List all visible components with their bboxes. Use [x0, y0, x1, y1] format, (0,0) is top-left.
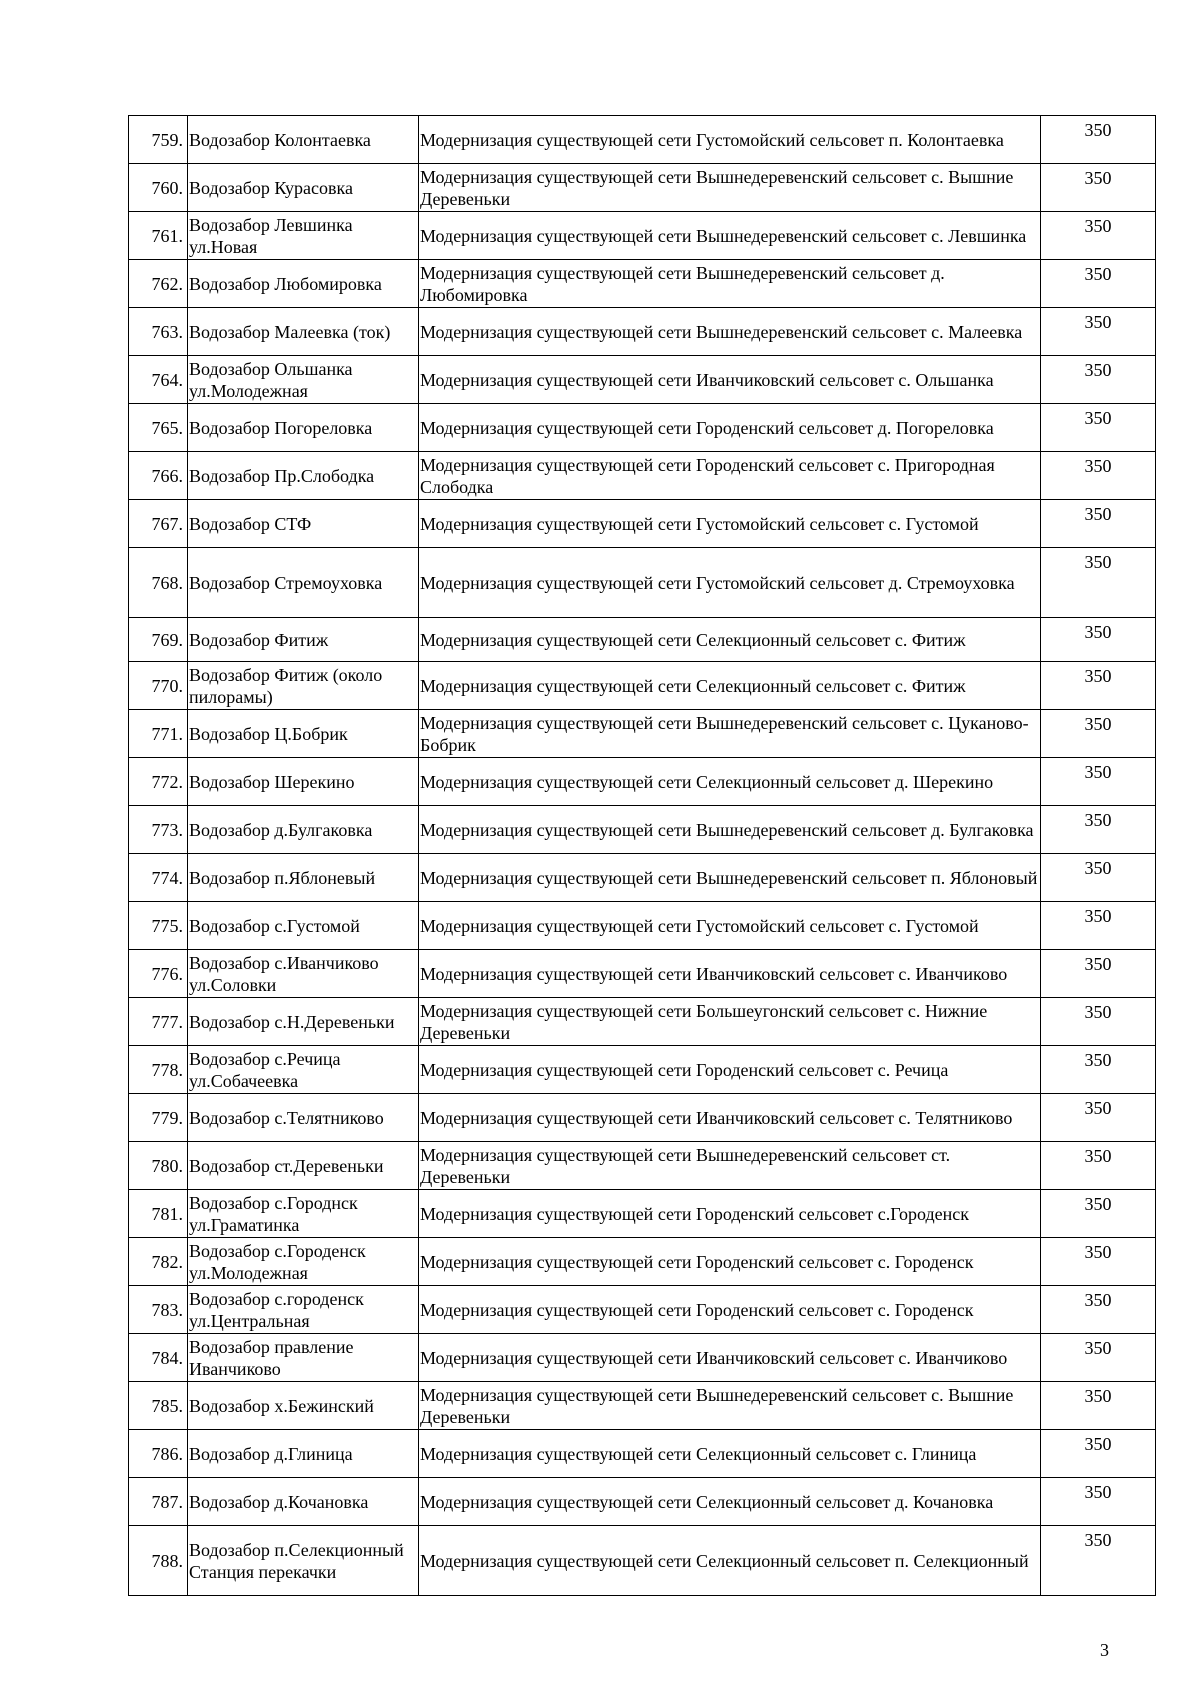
row-number-cell: 774. [129, 854, 188, 902]
intake-name-cell: Водозабор с.городенск ул.Центральная [188, 1286, 419, 1334]
row-number-cell: 788. [129, 1526, 188, 1596]
intake-name-cell: Водозабор д.Булгаковка [188, 806, 419, 854]
work-description-cell: Модернизация существующей сети Иванчиковский сельсовет с. Телятниково [419, 1094, 1041, 1142]
intake-name-cell: Водозабор д.Кочановка [188, 1478, 419, 1526]
intake-name-cell: Водозабор Колонтаевка [188, 116, 419, 164]
row-number-cell: 764. [129, 356, 188, 404]
row-number-cell: 780. [129, 1142, 188, 1190]
intake-name-cell: Водозабор СТФ [188, 500, 419, 548]
row-number-cell: 760. [129, 164, 188, 212]
row-number-cell: 782. [129, 1238, 188, 1286]
amount-cell: 350 [1041, 1094, 1156, 1142]
work-description-cell: Модернизация существующей сети Вышнедеревенский сельсовет п. Яблоновый [419, 854, 1041, 902]
intake-name-cell: Водозабор Погореловка [188, 404, 419, 452]
intake-name-cell: Водозабор с.Городенск ул.Молодежная [188, 1238, 419, 1286]
work-description-cell: Модернизация существующей сети Городенский сельсовет с. Пригородная Слободка [419, 452, 1041, 500]
amount-cell: 350 [1041, 998, 1156, 1046]
work-description-cell: Модернизация существующей сети Иванчиковский сельсовет с. Ольшанка [419, 356, 1041, 404]
intake-name-cell: Водозабор х.Бежинский [188, 1382, 419, 1430]
work-description-cell: Модернизация существующей сети Густомойский сельсовет с. Густомой [419, 902, 1041, 950]
table-row [129, 758, 1156, 806]
intake-name-cell: Водозабор п.Яблоневый [188, 854, 419, 902]
amount-cell: 350 [1041, 1478, 1156, 1526]
table-row [129, 548, 1156, 618]
row-number-cell: 759. [129, 116, 188, 164]
row-number-cell: 776. [129, 950, 188, 998]
amount-cell: 350 [1041, 1142, 1156, 1190]
amount-cell: 350 [1041, 1238, 1156, 1286]
intake-name-cell: Водозабор с.Речица ул.Собачеевка [188, 1046, 419, 1094]
row-number-cell: 777. [129, 998, 188, 1046]
work-description-cell: Модернизация существующей сети Селекционный сельсовет с. Фитиж [419, 662, 1041, 710]
table-row [129, 1094, 1156, 1142]
amount-cell: 350 [1041, 758, 1156, 806]
intake-name-cell: Водозабор правление Иванчиково [188, 1334, 419, 1382]
work-description-cell: Модернизация существующей сети Вышнедеревенский сельсовет с. Вышние Деревеньки [419, 164, 1041, 212]
work-description-cell: Модернизация существующей сети Иванчиковский сельсовет с. Иванчиково [419, 950, 1041, 998]
amount-cell: 350 [1041, 710, 1156, 758]
amount-cell: 350 [1041, 1382, 1156, 1430]
row-number-cell: 766. [129, 452, 188, 500]
intake-name-cell: Водозабор п.Селекционный Станция перекачки [188, 1526, 419, 1596]
amount-cell: 350 [1041, 618, 1156, 662]
work-description-cell: Модернизация существующей сети Городенский сельсовет с.Городенск [419, 1190, 1041, 1238]
table-row [129, 1382, 1156, 1430]
work-description-cell: Модернизация существующей сети Вышнедеревенский сельсовет д. Любомировка [419, 260, 1041, 308]
row-number-cell: 787. [129, 1478, 188, 1526]
row-number-cell: 768. [129, 548, 188, 618]
amount-cell: 350 [1041, 1286, 1156, 1334]
table-row [129, 1286, 1156, 1334]
amount-cell: 350 [1041, 260, 1156, 308]
intake-name-cell: Водозабор с.Телятниково [188, 1094, 419, 1142]
intake-name-cell: Водозабор Пр.Слободка [188, 452, 419, 500]
row-number-cell: 784. [129, 1334, 188, 1382]
work-description-cell: Модернизация существующей сети Большеугонский сельсовет с. Нижние Деревеньки [419, 998, 1041, 1046]
table-row [129, 356, 1156, 404]
intake-name-cell: Водозабор с.Городнск ул.Граматинка [188, 1190, 419, 1238]
amount-cell: 350 [1041, 452, 1156, 500]
row-number-cell: 781. [129, 1190, 188, 1238]
row-number-cell: 783. [129, 1286, 188, 1334]
amount-cell: 350 [1041, 950, 1156, 998]
work-description-cell: Модернизация существующей сети Вышнедеревенский сельсовет с. Левшинка [419, 212, 1041, 260]
intake-name-cell: Водозабор с.Густомой [188, 902, 419, 950]
work-description-cell: Модернизация существующей сети Вышнедеревенский сельсовет ст. Деревеньки [419, 1142, 1041, 1190]
table-row [129, 164, 1156, 212]
intake-name-cell: Водозабор Малеевка (ток) [188, 308, 419, 356]
amount-cell: 350 [1041, 404, 1156, 452]
table-row [129, 1142, 1156, 1190]
intake-name-cell: Водозабор Любомировка [188, 260, 419, 308]
row-number-cell: 762. [129, 260, 188, 308]
work-description-cell: Модернизация существующей сети Вышнедеревенский сельсовет с. Вышние Деревеньки [419, 1382, 1041, 1430]
page-sheet [128, 115, 1155, 1596]
amount-cell: 350 [1041, 1430, 1156, 1478]
table-row [129, 902, 1156, 950]
row-number-cell: 772. [129, 758, 188, 806]
table-row [129, 854, 1156, 902]
page-number: 3 [1100, 1640, 1109, 1660]
intake-name-cell: Водозабор Ольшанка ул.Молодежная [188, 356, 419, 404]
work-description-cell: Модернизация существующей сети Городенский сельсовет с. Городенск [419, 1238, 1041, 1286]
table-row [129, 116, 1156, 164]
intake-name-cell: Водозабор Шерекино [188, 758, 419, 806]
work-description-cell: Модернизация существующей сети Вышнедеревенский сельсовет с. Малеевка [419, 308, 1041, 356]
amount-cell: 350 [1041, 1526, 1156, 1596]
amount-cell: 350 [1041, 116, 1156, 164]
amount-cell: 350 [1041, 1046, 1156, 1094]
amount-cell: 350 [1041, 902, 1156, 950]
work-description-cell: Модернизация существующей сети Густомойский сельсовет д. Стремоуховка [419, 548, 1041, 618]
work-description-cell: Модернизация существующей сети Иванчиковский сельсовет с. Иванчиково [419, 1334, 1041, 1382]
table-row [129, 662, 1156, 710]
work-description-cell: Модернизация существующей сети Густомойский сельсовет п. Колонтаевка [419, 116, 1041, 164]
amount-cell: 350 [1041, 500, 1156, 548]
work-description-cell: Модернизация существующей сети Селекционный сельсовет с. Глиница [419, 1430, 1041, 1478]
row-number-cell: 769. [129, 618, 188, 662]
work-description-cell: Модернизация существующей сети Селекционный сельсовет д. Кочановка [419, 1478, 1041, 1526]
table-row [129, 452, 1156, 500]
work-description-cell: Модернизация существующей сети Городенский сельсовет с. Речица [419, 1046, 1041, 1094]
table-row [129, 212, 1156, 260]
intake-name-cell: Водозабор Фитиж [188, 618, 419, 662]
table-row [129, 1478, 1156, 1526]
table-row [129, 998, 1156, 1046]
table-row [129, 950, 1156, 998]
intake-name-cell: Водозабор с.Иванчиково ул.Соловки [188, 950, 419, 998]
work-description-cell: Модернизация существующей сети Селекционный сельсовет д. Шерекино [419, 758, 1041, 806]
amount-cell: 350 [1041, 1190, 1156, 1238]
table-row [129, 500, 1156, 548]
work-description-cell: Модернизация существующей сети Селекционный сельсовет п. Селекционный [419, 1526, 1041, 1596]
row-number-cell: 775. [129, 902, 188, 950]
table-row [129, 1190, 1156, 1238]
amount-cell: 350 [1041, 548, 1156, 618]
amount-cell: 350 [1041, 854, 1156, 902]
amount-cell: 350 [1041, 356, 1156, 404]
amount-cell: 350 [1041, 662, 1156, 710]
amount-cell: 350 [1041, 164, 1156, 212]
work-description-cell: Модернизация существующей сети Селекционный сельсовет с. Фитиж [419, 618, 1041, 662]
intake-name-cell: Водозабор ст.Деревеньки [188, 1142, 419, 1190]
table-row [129, 1526, 1156, 1596]
row-number-cell: 779. [129, 1094, 188, 1142]
row-number-cell: 773. [129, 806, 188, 854]
amount-cell: 350 [1041, 212, 1156, 260]
intake-name-cell: Водозабор Фитиж (около пилорамы) [188, 662, 419, 710]
table-row [129, 806, 1156, 854]
table-row [129, 710, 1156, 758]
table-body [129, 116, 1156, 1596]
row-number-cell: 778. [129, 1046, 188, 1094]
intake-name-cell: Водозабор Стремоуховка [188, 548, 419, 618]
work-description-cell: Модернизация существующей сети Городенский сельсовет с. Городенск [419, 1286, 1041, 1334]
table-row [129, 1046, 1156, 1094]
work-description-cell: Модернизация существующей сети Вышнедеревенский сельсовет с. Цуканово-Бобрик [419, 710, 1041, 758]
row-number-cell: 765. [129, 404, 188, 452]
intake-name-cell: Водозабор Ц.Бобрик [188, 710, 419, 758]
water-intake-table [128, 115, 1156, 1596]
table-row [129, 1334, 1156, 1382]
row-number-cell: 770. [129, 662, 188, 710]
intake-name-cell: Водозабор с.Н.Деревеньки [188, 998, 419, 1046]
row-number-cell: 786. [129, 1430, 188, 1478]
amount-cell: 350 [1041, 1334, 1156, 1382]
work-description-cell: Модернизация существующей сети Вышнедеревенский сельсовет д. Булгаковка [419, 806, 1041, 854]
amount-cell: 350 [1041, 308, 1156, 356]
table-row [129, 308, 1156, 356]
intake-name-cell: Водозабор Левшинка ул.Новая [188, 212, 419, 260]
row-number-cell: 785. [129, 1382, 188, 1430]
work-description-cell: Модернизация существующей сети Городенский сельсовет д. Погореловка [419, 404, 1041, 452]
intake-name-cell: Водозабор Курасовка [188, 164, 419, 212]
table-row [129, 618, 1156, 662]
table-row [129, 260, 1156, 308]
table-row [129, 404, 1156, 452]
row-number-cell: 763. [129, 308, 188, 356]
row-number-cell: 771. [129, 710, 188, 758]
row-number-cell: 761. [129, 212, 188, 260]
work-description-cell: Модернизация существующей сети Густомойский сельсовет с. Густомой [419, 500, 1041, 548]
table-row [129, 1430, 1156, 1478]
table-row [129, 1238, 1156, 1286]
amount-cell: 350 [1041, 806, 1156, 854]
intake-name-cell: Водозабор д.Глиница [188, 1430, 419, 1478]
row-number-cell: 767. [129, 500, 188, 548]
